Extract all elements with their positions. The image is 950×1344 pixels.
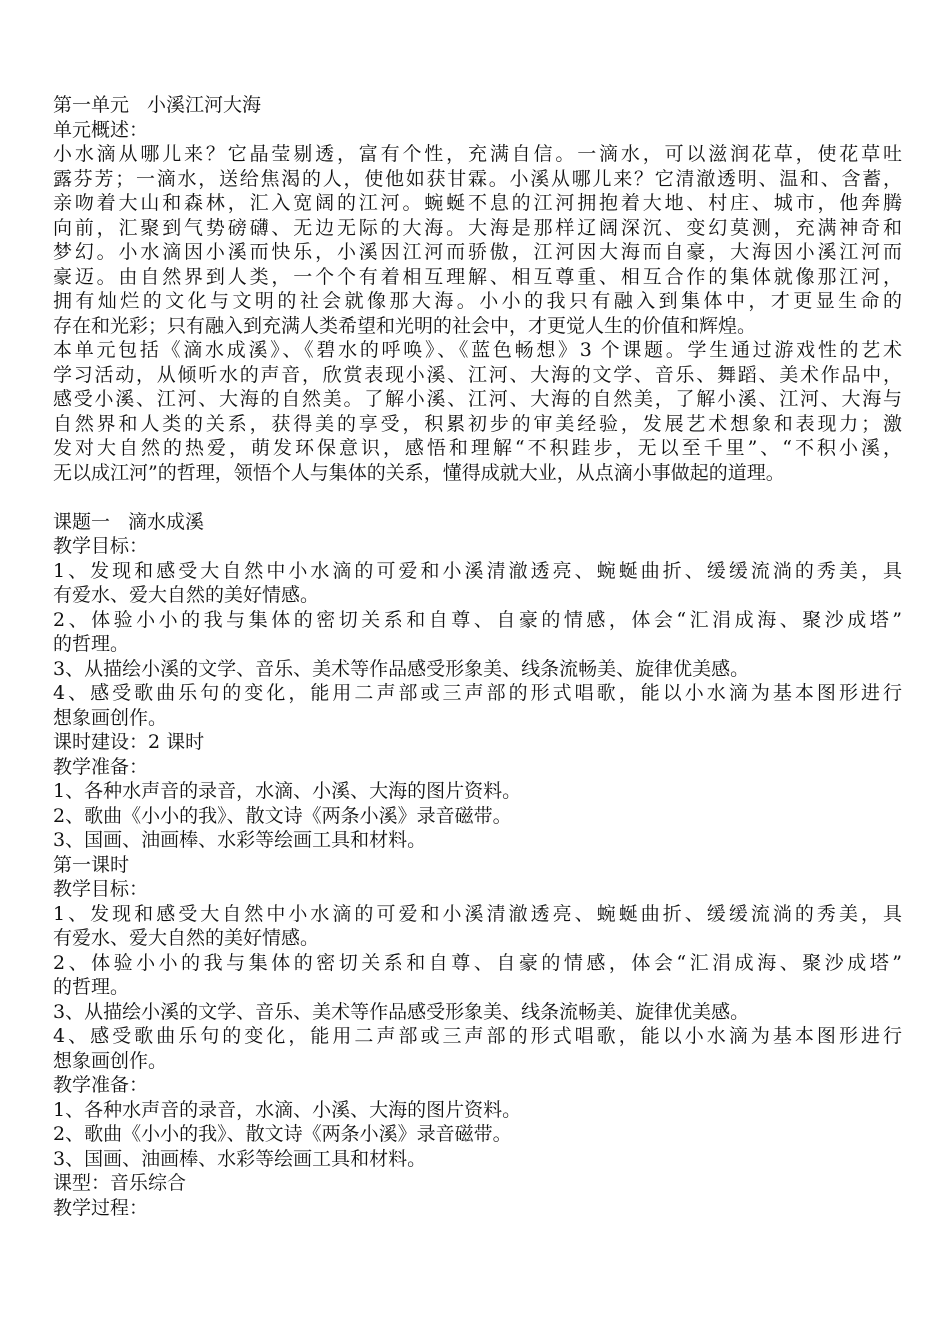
lesson1-goal-line: 有爱水、爱大自然的美好情感。 <box>53 927 320 949</box>
lesson1-goal-line: 2、体验小小的我与集体的密切关系和自尊、自豪的情感，体会“汇涓成海、聚沙成塔” <box>53 951 902 974</box>
content-line: 无以成江河”的哲理，领悟个人与集体的关系，懂得成就大业，从点滴小事做起的道理。 <box>53 461 785 484</box>
overview-label: 单元概述： <box>53 118 149 141</box>
content-paragraph <box>53 338 902 485</box>
lesson1-goals-label: 教学目标： <box>53 878 149 900</box>
goal-line: 2、体验小小的我与集体的密切关系和自尊、自豪的情感，体会“汇涓成海、聚沙成塔” <box>53 608 902 631</box>
lesson1-goal-line: 的哲理。 <box>53 976 130 998</box>
goal-line: 想象画创作。 <box>53 706 168 729</box>
prep-line: 2、歌曲《小小的我》、散文诗《两条小溪》录音磁带。 <box>53 804 512 827</box>
lesson-type-line: 课型：音乐综合 <box>53 1172 187 1194</box>
prep-line: 3、国画、油画棒、水彩等绘画工具和材料。 <box>53 829 427 851</box>
overview-line: 向前，汇聚到气势磅礴、无边无际的大海。大海是那样辽阔深沉、变幻莫测，充满神奇和 <box>53 216 902 239</box>
goal-line: 4、感受歌曲乐句的变化，能用二声部或三声部的形式唱歌，能以小水滴为基本图形进行 <box>53 682 902 704</box>
content-line: 学习活动，从倾听水的声音，欣赏表现小溪、江河、大海的文学、音乐、舞蹈、美术作品中， <box>53 363 902 386</box>
goals-list <box>53 559 902 731</box>
prep-label: 教学准备： <box>53 755 149 778</box>
goal-line: 有爱水、爱大自然的美好情感。 <box>53 584 320 606</box>
unit-title-name: 小溪江河大海 <box>147 94 262 116</box>
goal-line: 3、从描绘小溪的文学、音乐、美术等作品感受形象美、线条流畅美、旋律优美感。 <box>53 657 750 680</box>
unit-title-prefix: 第一单元 <box>53 94 130 116</box>
overview-line: 露芬芳；一滴水，送给焦渴的人，使他如获甘霖。小溪从哪儿来？它清澈透明、温和、含蓄， <box>53 167 902 190</box>
prep-list <box>53 779 902 853</box>
lesson1-goal-line: 1、发现和感受大自然中小水滴的可爱和小溪清澈透亮、蜿蜒曲折、缓缓流淌的秀美，具 <box>53 902 902 925</box>
goals-label: 教学目标： <box>53 535 149 557</box>
overview-paragraph <box>53 142 902 338</box>
content-line: 感受小溪、江河、大海的自然美。了解小溪、江河、大海的自然美，了解小溪、江河、大海与 <box>53 388 902 410</box>
goal-line: 的哲理。 <box>53 633 130 655</box>
topic-title-prefix: 课题一 <box>53 510 111 533</box>
lesson1-prep-line: 2、歌曲《小小的我》、散文诗《两条小溪》录音磁带。 <box>53 1123 512 1145</box>
goal-line: 1、发现和感受大自然中小水滴的可爱和小溪清澈透亮、蜿蜒曲折、缓缓流淌的秀美，具 <box>53 559 902 582</box>
topic-title <box>53 510 902 535</box>
process-label: 教学过程： <box>53 1196 149 1219</box>
content-line: 本单元包括《滴水成溪》、《碧水的呼唤》、《蓝色畅想》3 个课题。学生通过游戏性的艺术 <box>53 339 902 361</box>
overview-line: 小水滴从哪儿来？它晶莹剔透，富有个性，充满自信。一滴水，可以滋润花草，使花草吐 <box>53 143 902 165</box>
overview-line: 存在和光彩；只有融入到充满人类希望和光明的社会中，才更觉人生的价值和辉煌。 <box>53 314 757 337</box>
lesson1-goal-line: 4、感受歌曲乐句的变化，能用二声部或三声部的形式唱歌，能以小水滴为基本图形进行 <box>53 1025 902 1047</box>
lesson1-prep-list <box>53 1098 902 1172</box>
blank-line <box>53 485 902 510</box>
content-line: 发对大自然的热爱，萌发环保意识，感悟和理解“不积跬步，无以至千里”、“不积小溪， <box>53 437 902 459</box>
lesson1-prep-label: 教学准备： <box>53 1074 149 1096</box>
lesson1-goal-line: 想象画创作。 <box>53 1049 168 1072</box>
overview-line: 拥有灿烂的文化与文明的社会就像那大海。小小的我只有融入到集体中，才更显生命的 <box>53 290 902 312</box>
content-line: 自然界和人类的关系，获得美的享受，积累初步的审美经验，发展艺术想象和表现力；激 <box>53 412 902 435</box>
lesson1-prep-line: 3、国画、油画棒、水彩等绘画工具和材料。 <box>53 1147 427 1170</box>
unit-title <box>53 93 902 118</box>
lesson1-prep-line: 1、各种水声音的录音，水滴、小溪、大海的图片资料。 <box>53 1098 522 1121</box>
overview-line: 梦幻。小水滴因小溪而快乐，小溪因江河而骄傲，江河因大海而自豪，大海因小溪江河而 <box>53 241 902 263</box>
overview-line: 亲吻着大山和森林，汇入宽阔的江河。蜿蜒不息的江河拥抱着大地、村庄、城市，他奔腾 <box>53 192 902 214</box>
prep-line: 1、各种水声音的录音，水滴、小溪、大海的图片资料。 <box>53 780 522 802</box>
topic-title-name: 滴水成溪 <box>128 510 205 533</box>
hours-line: 课时建设：2 课时 <box>53 731 205 753</box>
lesson1-goal-line: 3、从描绘小溪的文学、音乐、美术等作品感受形象美、线条流畅美、旋律优美感。 <box>53 1000 750 1023</box>
overview-line: 豪迈。由自然界到人类，一个个有着相互理解、相互尊重、相互合作的集体就像那江河， <box>53 265 902 288</box>
lesson1-goals-list <box>53 902 902 1074</box>
lesson1-title: 第一课时 <box>53 853 130 876</box>
